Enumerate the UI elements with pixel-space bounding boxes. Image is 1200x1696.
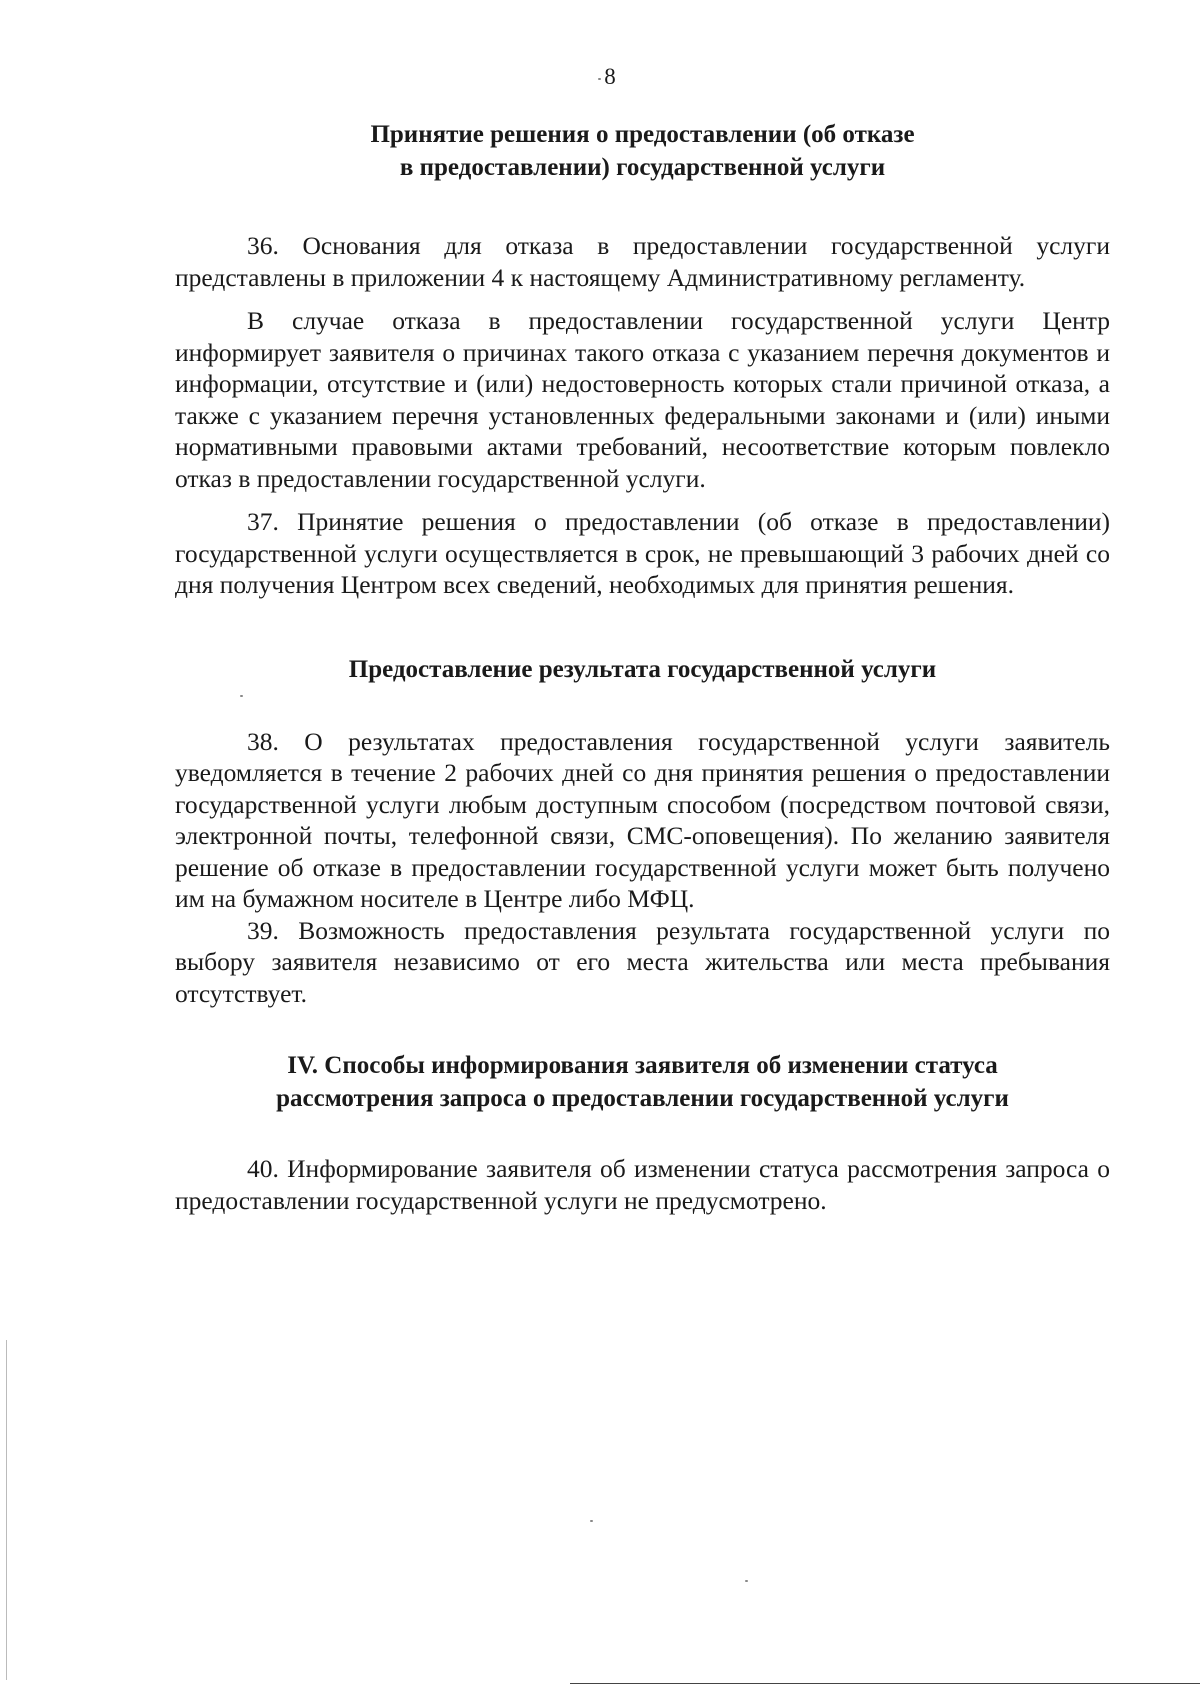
document-body [175,118,1110,1216]
paragraph-36: 36. Основания для отказа в предоставлении государственной услуги представлены в приложении 4 к настоящему Административному регламенту. [175,231,1110,292]
scan-speck [590,1520,593,1522]
bottom-rule [570,1683,1200,1684]
scan-speck [240,695,243,697]
heading-line: Принятие решения о предоставлении (об отказе [370,121,915,148]
heading-line: рассмотрения запроса о предоставлении государственной услуги [276,1085,1009,1112]
paragraph-40: 40. Информирование заявителя об изменении статуса рассмотрения запроса о предоставлении государственной услуги не предусмотрено. [175,1154,1110,1215]
scan-speck [745,1580,748,1582]
paragraph-refusal: В случае отказа в предоставлении государственной услуги Центр информирует заявителя о причинах такого отказа с указанием перечня документов и информации, отсутствие и (или) недостоверность которых стали причиной отказа, а также с указанием перечня установленных федеральными законами и (или) иными нормативными правовыми актами требований, несоответствие которым повлекло отказ в предоставлении государственной услуги. [175,306,1110,493]
section-heading-result: Предоставление результата государственной услуги [348,655,937,683]
page-number: 8 [604,64,616,89]
heading-line: IV. Способы информирования заявителя об изменении статуса [287,1052,998,1079]
scan-speck [598,78,601,80]
section-heading-informing [175,1049,1110,1115]
scan-edge-line [6,1340,7,1680]
section-heading-decision [175,118,1110,184]
paragraph-39: 39. Возможность предоставления результата государственной услуги по выбору заявителя независимо от его места жительства или места пребывания отсутствует. [175,915,1110,1008]
paragraph-37: 37. Принятие решения о предоставлении (об отказе в предоставлении) государственной услуги осуществляется в срок, не превышающий 3 рабочих дней со дня получения Центром всех сведений, необходимых для принятия решения. [175,507,1110,599]
paragraph-38: 38. О результатах предоставления государственной услуги заявитель уведомляется в течение 2 рабочих дней со дня принятия решения о предоставлении государственной услуги любым доступным способом (посредством почтовой связи, электронной почты, телефонной связи, СМС-оповещения). По желанию заявителя решение об отказе в предоставлении государственной услуги может быть получено им на бумажном носителе в Центре либо МФЦ. [175,726,1110,913]
heading-line: в предоставлении) государственной услуги [399,154,886,181]
